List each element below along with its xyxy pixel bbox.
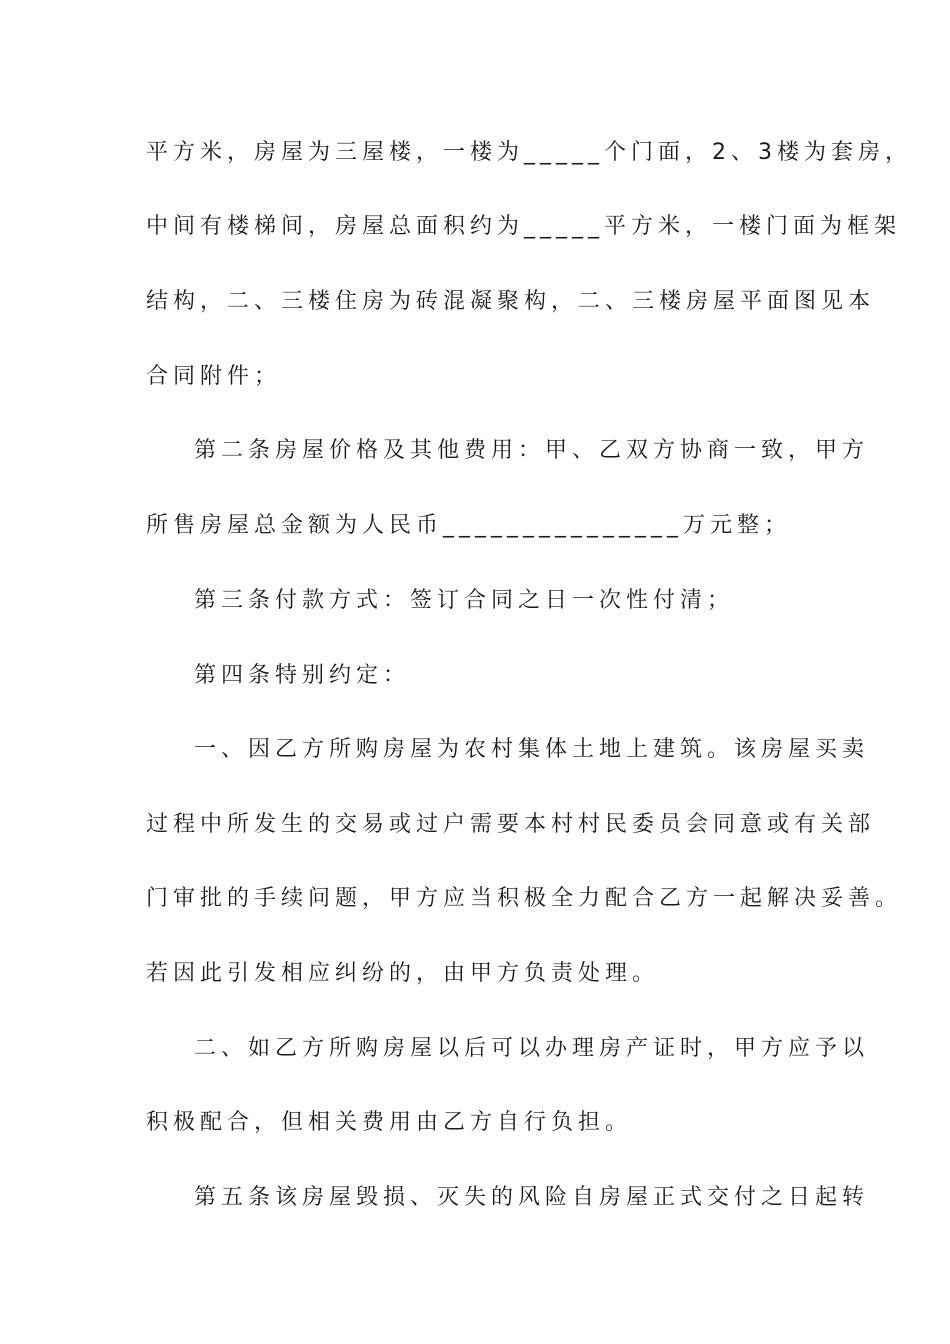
paragraph-line: 门审批的手续问题，甲方应当积极全力配合乙方一起解决妥善。: [146, 886, 903, 911]
paragraph-line: 中间有楼梯间，房屋总面积约为_____平方米，一楼门面为框架: [146, 214, 902, 239]
paragraph-line: 合同附件；: [146, 364, 282, 389]
paragraph-line: 过程中所发生的交易或过户需要本村村民委员会同意或有关部: [146, 812, 876, 837]
clause-4-item-1-line: 一、因乙方所购房屋为农村集体土地上建筑。该房屋买卖: [194, 737, 870, 762]
paragraph-line: 若因此引发相应纠纷的，由甲方负责处理。: [146, 961, 660, 986]
paragraph-line: 积极配合，但相关费用由乙方自行负担。: [146, 1110, 633, 1135]
clause-3-line: 第三条付款方式：签订合同之日一次性付清；: [194, 588, 735, 613]
clause-4-item-2-line: 二、如乙方所购房屋以后可以办理房产证时，甲方应予以: [194, 1036, 870, 1061]
paragraph-line: 结构，二、三楼住房为砖混凝聚构，二、三楼房屋平面图见本: [146, 289, 876, 314]
paragraph-line: 所售房屋总金额为人民币_______________万元整；: [146, 513, 792, 538]
clause-2-heading-line: 第二条房屋价格及其他费用：甲、乙双方协商一致，甲方: [194, 438, 870, 463]
clause-4-heading: 第四条特别约定：: [194, 663, 411, 688]
paragraph-line: 平方米，房屋为三屋楼，一楼为_____个门面，2、3楼为套房，: [146, 140, 912, 165]
clause-5-line: 第五条该房屋毁损、灭失的风险自房屋正式交付之日起转: [194, 1185, 870, 1210]
